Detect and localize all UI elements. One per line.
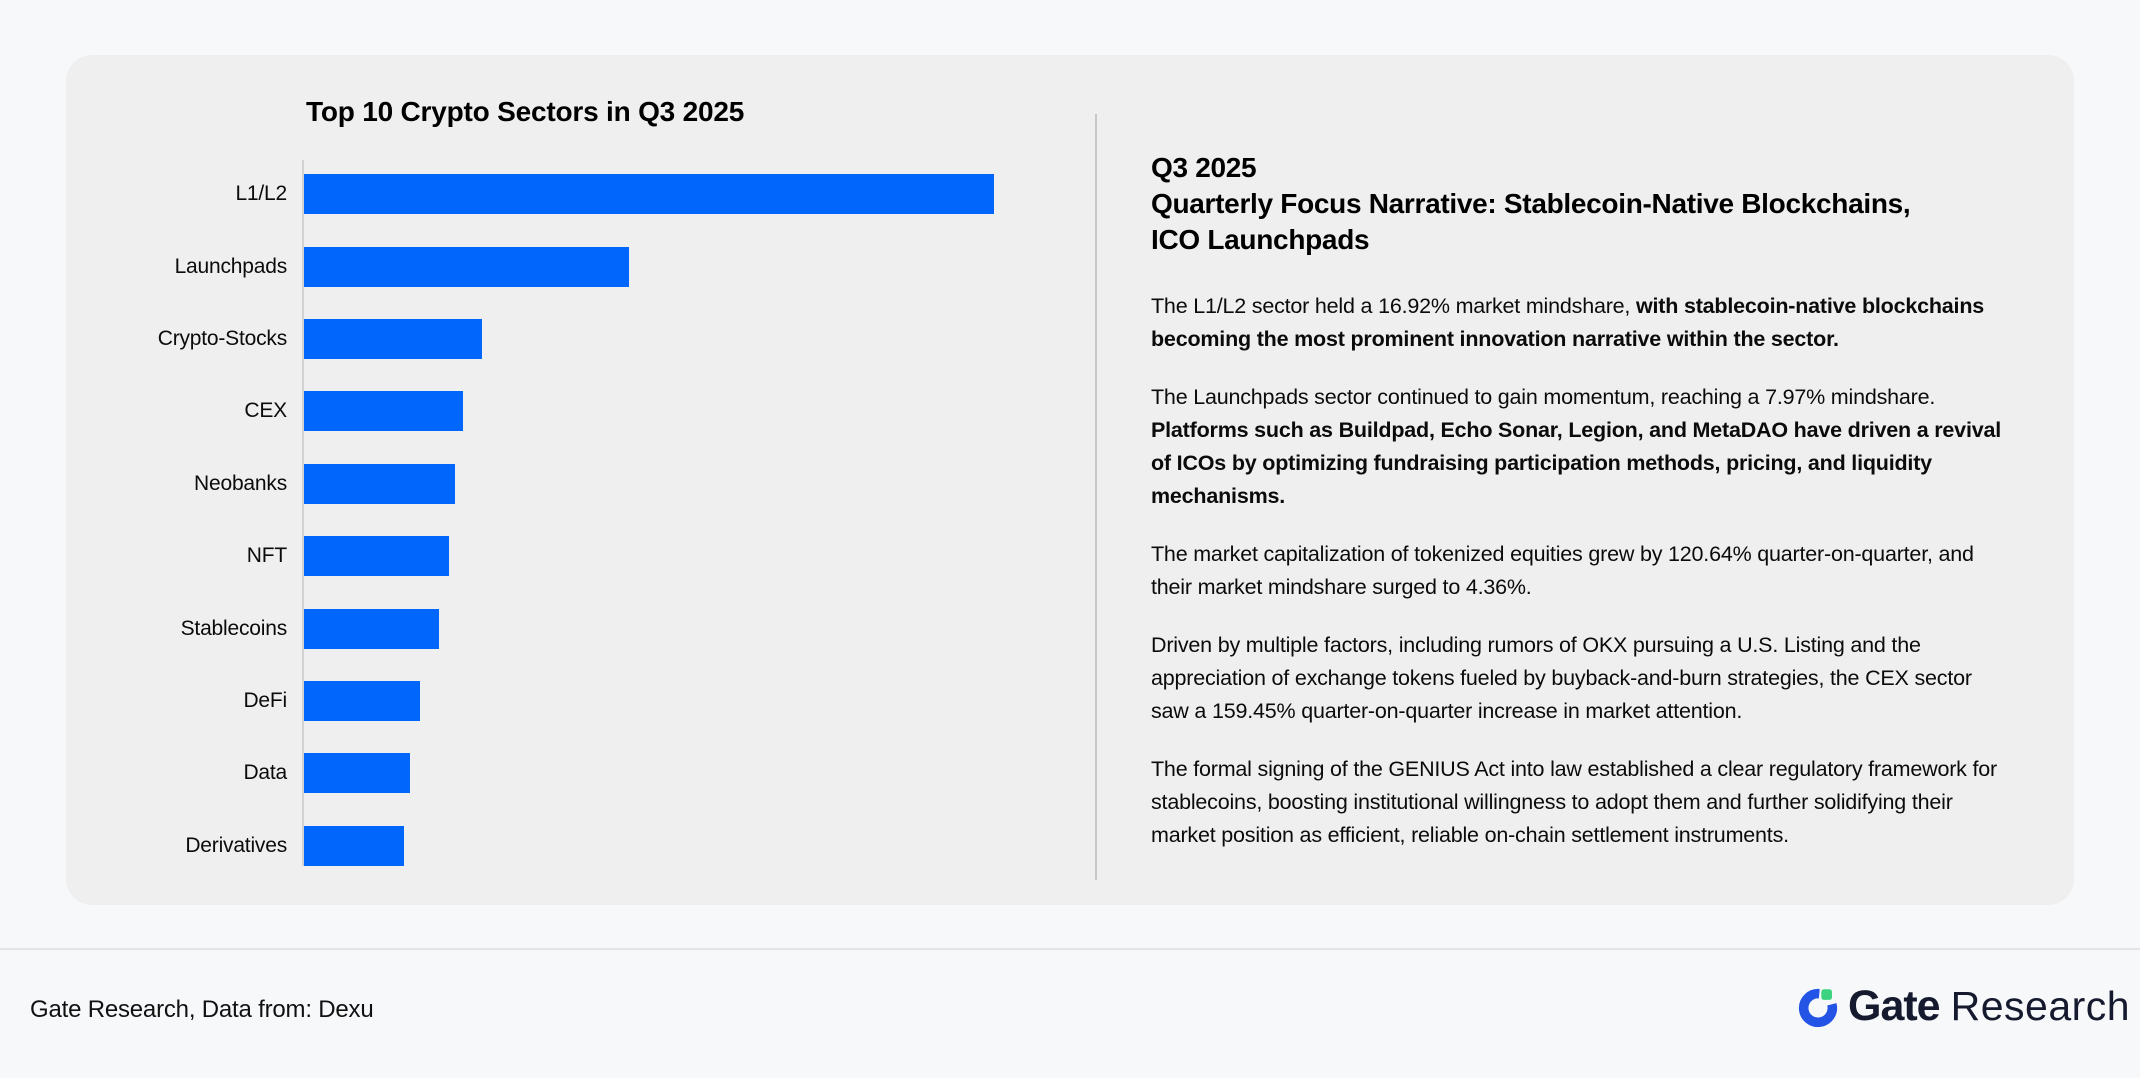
bar-category-label: L1/L2 [235, 182, 287, 206]
bar [304, 753, 410, 793]
paragraph-segment: The Launchpads sector continued to gain momentum, reaching a 7.97% mindshare. [1151, 385, 1936, 409]
bar-category-label: CEX [244, 399, 287, 423]
data-source-text: Gate Research, Data from: Dexu [30, 996, 374, 1023]
bar-row [0, 158, 1090, 230]
vertical-divider [1095, 114, 1097, 880]
bar-row [0, 665, 1090, 737]
bar [304, 609, 439, 649]
paragraph-bold-segment: with stablecoin-native blockchains becoming the most prominent innovation narrative within the sector. [1151, 294, 1985, 351]
bar-row [0, 448, 1090, 520]
narrative-paragraph [1151, 753, 2013, 852]
bar [304, 319, 482, 359]
gate-logo-icon [1796, 983, 1843, 1030]
bar-row [0, 520, 1090, 592]
paragraph-segment: Driven by multiple factors, including rumors of OKX pursuing a U.S. Listing and the appreciation of exchange tokens fueled by buyback-and-burn strategies, the CEX sector saw a 159.45% quarter-on-quarter increase in market attention. [1151, 633, 1972, 723]
paragraph-segment: The formal signing of the GENIUS Act into law established a clear regulatory framework for stablecoins, boosting institutional willingness to adopt them and further solidifying their market position as efficient, reliable on-chain settlement instruments. [1151, 757, 1997, 847]
narrative-paragraph [1151, 538, 2013, 604]
gate-logo-green-square [1821, 989, 1832, 1000]
bar-category-label: Derivatives [185, 833, 287, 857]
logo-brand-text: Gate [1848, 982, 1940, 1030]
bar [304, 826, 404, 866]
bar-category-label: Launchpads [174, 254, 287, 278]
bar [304, 391, 463, 431]
narrative-paragraph [1151, 629, 2013, 728]
bar [304, 536, 449, 576]
footer-divider [0, 948, 2140, 950]
bar [304, 174, 994, 214]
bar-row [0, 375, 1090, 447]
bar-row [0, 230, 1090, 302]
paragraph-segment: The L1/L2 sector held a 16.92% market mindshare, [1151, 294, 1636, 318]
narrative-heading-line-1: Q3 2025 [1151, 152, 1257, 183]
chart-title: Top 10 Crypto Sectors in Q3 2025 [306, 96, 745, 127]
narrative-heading-line-2: Quarterly Focus Narrative: Stablecoin-Native Blockchains, [1151, 188, 1911, 219]
narrative-panel [1151, 150, 2013, 852]
gate-research-logo [1796, 982, 2130, 1031]
bar-chart [0, 158, 1090, 882]
paragraph-bold-segment: Platforms such as Buildpad, Echo Sonar, Legion, and MetaDAO have driven a revival of ICOs by optimizing fundraising participation methods, pricing, and liquidity mechanisms. [1151, 418, 2002, 508]
bar-row [0, 810, 1090, 882]
bar-category-label: Data [243, 761, 287, 785]
bar [304, 681, 420, 721]
bar-category-label: DeFi [243, 688, 287, 712]
bar-category-label: Crypto-Stocks [157, 326, 287, 350]
narrative-paragraph [1151, 381, 2013, 513]
bar-category-label: Neobanks [194, 471, 287, 495]
bar [304, 464, 455, 504]
bar [304, 247, 629, 287]
narrative-heading [1151, 150, 2013, 258]
narrative-paragraph [1151, 290, 2013, 356]
bar-row [0, 303, 1090, 375]
paragraph-segment: The market capitalization of tokenized equities grew by 120.64% quarter-on-quarter, and their market mindshare surged to 4.36%. [1151, 542, 1974, 599]
narrative-paragraphs [1151, 290, 2013, 852]
bar-row [0, 737, 1090, 809]
logo-suffix-text: Research [1950, 983, 2131, 1029]
bar-category-label: Stablecoins [180, 616, 287, 640]
bar-row [0, 592, 1090, 664]
narrative-heading-line-3: ICO Launchpads [1151, 224, 1370, 255]
bar-category-label: NFT [246, 544, 287, 568]
